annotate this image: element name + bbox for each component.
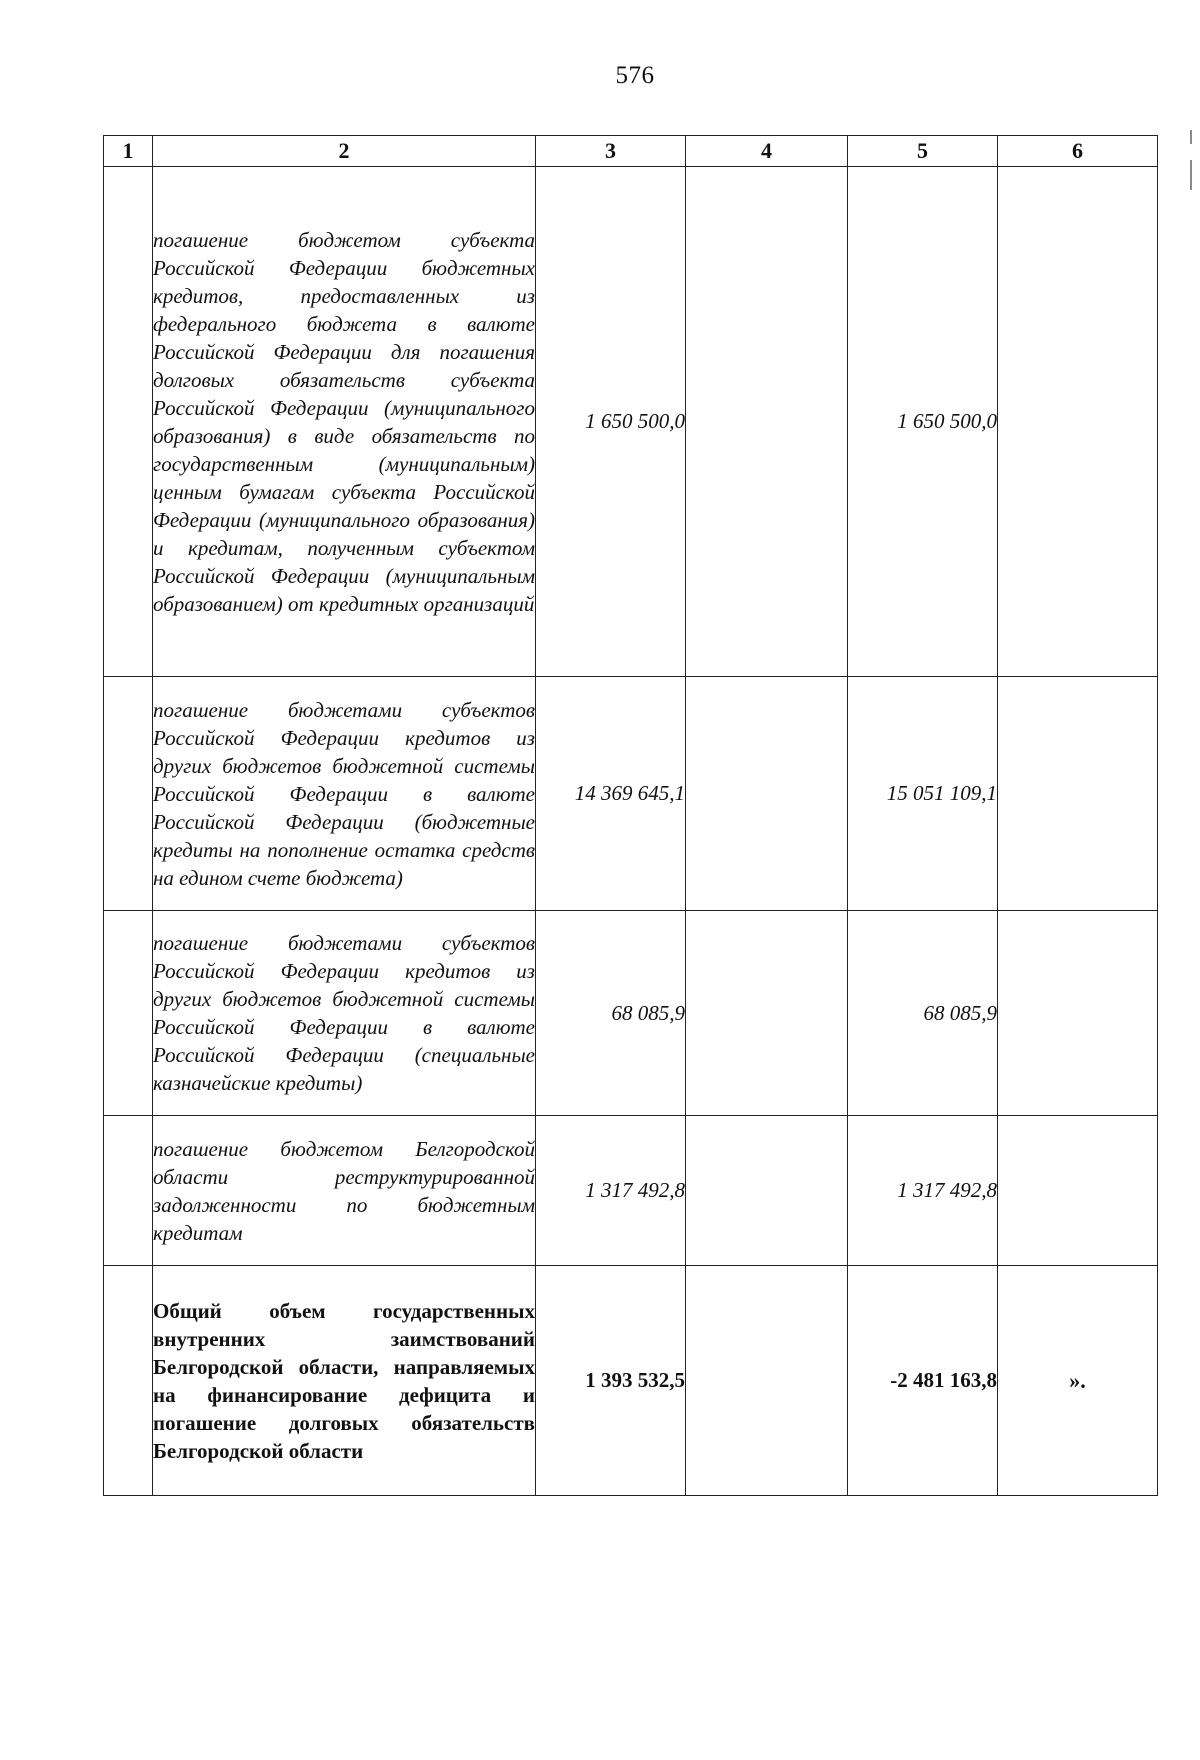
row-description: погашение бюджетом субъекта Российской Федерации бюджетных кредитов, предоставленных из федерального бюджета в валюте Российской Федерации для погашения долговых обязательств субъекта Российской Федерации (муниципального образования) в виде обязательств по государственным (муниципальным) ценным бумагам субъекта Российской Федерации (муниципального образования) и кредитам, полученным субъектом Российской Федерации (муниципальным образованием) от кредитных организаций <box>153 167 536 677</box>
column-header: 6 <box>998 136 1158 167</box>
amount-col5: 15 051 109,1 <box>848 677 998 911</box>
row-description: Общий объем государственных внутренних заимствований Белгородской области, направляемых на финансирование дефицита и погашение долговых обязательств Белгородской области <box>153 1266 536 1496</box>
scan-edge-mark <box>1190 130 1192 144</box>
amount-col5: 1 317 492,8 <box>848 1116 998 1266</box>
amount-col4 <box>686 1266 848 1496</box>
borrowing-table <box>103 135 1158 1496</box>
closing-quote-mark: ». <box>998 1266 1158 1496</box>
column-header: 5 <box>848 136 998 167</box>
column-header: 2 <box>153 136 536 167</box>
amount-col6 <box>998 911 1158 1116</box>
row-description: погашение бюджетами субъектов Российской Федерации кредитов из других бюджетов бюджетной системы Российской Федерации в валюте Российской Федерации (специальные казначейские кредиты) <box>153 911 536 1116</box>
amount-col3: 1 650 500,0 <box>536 167 686 677</box>
table-row <box>104 167 1158 677</box>
amount-col5: -2 481 163,8 <box>848 1266 998 1496</box>
row-number-cell <box>104 167 153 677</box>
amount-col5: 1 650 500,0 <box>848 167 998 677</box>
amount-col5: 68 085,9 <box>848 911 998 1116</box>
amount-col3: 68 085,9 <box>536 911 686 1116</box>
amount-col6 <box>998 167 1158 677</box>
table-row <box>104 1116 1158 1266</box>
row-description: погашение бюджетом Белгородской области реструктурированной задолженности по бюджетным кредитам <box>153 1116 536 1266</box>
scan-edge-mark <box>1190 160 1192 190</box>
amount-col3: 1 317 492,8 <box>536 1116 686 1266</box>
row-number-cell <box>104 1116 153 1266</box>
table-row <box>104 911 1158 1116</box>
amount-col6 <box>998 1116 1158 1266</box>
amount-col4 <box>686 911 848 1116</box>
amount-col3: 14 369 645,1 <box>536 677 686 911</box>
row-number-cell <box>104 1266 153 1496</box>
column-header: 3 <box>536 136 686 167</box>
column-header: 1 <box>104 136 153 167</box>
amount-col4 <box>686 167 848 677</box>
row-description: погашение бюджетами субъектов Российской Федерации кредитов из других бюджетов бюджетной системы Российской Федерации в валюте Российской Федерации (бюджетные кредиты на пополнение остатка средств на едином счете бюджета) <box>153 677 536 911</box>
table-header-row <box>104 136 1158 167</box>
row-number-cell <box>104 677 153 911</box>
table-row <box>104 677 1158 911</box>
amount-col4 <box>686 677 848 911</box>
page-number: 576 <box>615 62 655 89</box>
column-header: 4 <box>686 136 848 167</box>
amount-col3: 1 393 532,5 <box>536 1266 686 1496</box>
amount-col4 <box>686 1116 848 1266</box>
amount-col6 <box>998 677 1158 911</box>
row-number-cell <box>104 911 153 1116</box>
table-row-total <box>104 1266 1158 1496</box>
